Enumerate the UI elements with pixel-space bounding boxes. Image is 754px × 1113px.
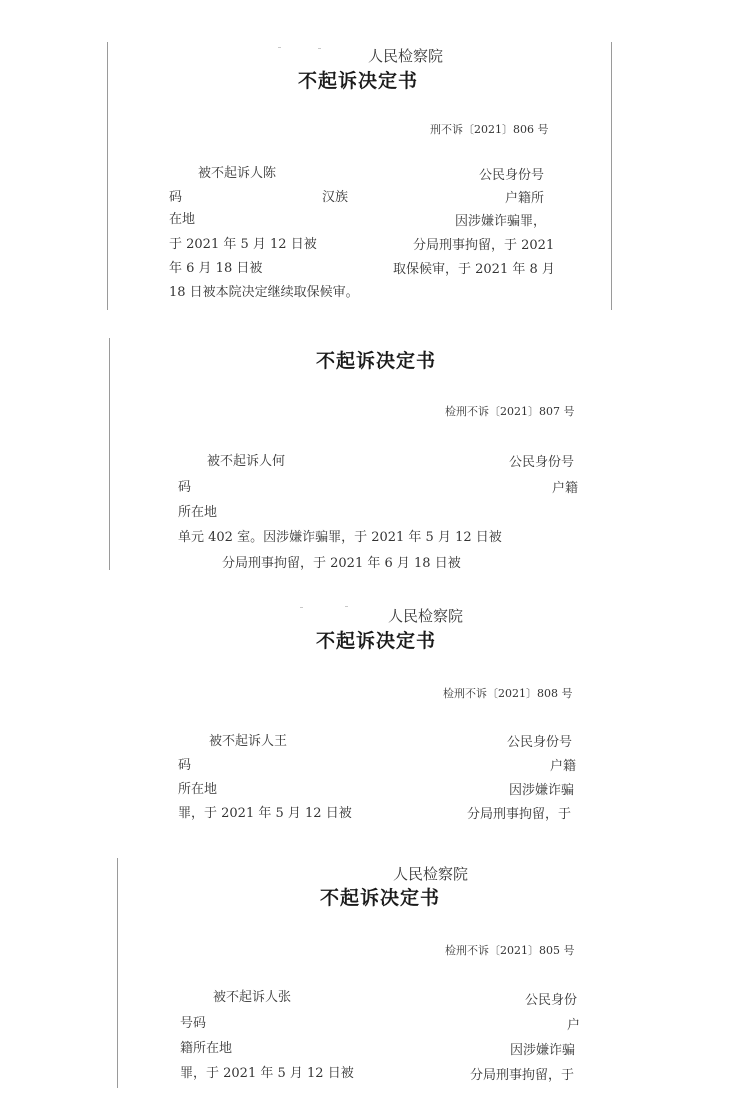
scan-edge-left [107, 42, 108, 310]
scan-speck [318, 48, 321, 49]
body-line-right: 分局刑事拘留，于 [467, 807, 572, 822]
body-line-left: 于 2021 年 5 月 12 日被 [169, 237, 317, 252]
body-line-left: 18 日被本院决定继续取保候审。 [169, 285, 359, 300]
scan-edge-right [611, 42, 612, 310]
document-title: 不起诉决定书 [316, 350, 437, 372]
body-line-left: 罪，于 2021 年 5 月 12 日被 [178, 806, 352, 821]
case-number: 检刑不诉〔2021〕807 号 [445, 405, 575, 418]
scan-speck [345, 606, 348, 607]
procuratorate-name: 人民检察院 [368, 47, 444, 65]
procuratorate-name: 人民检察院 [388, 607, 464, 625]
body-line-right: 因涉嫌诈骗 [509, 783, 575, 798]
body-line-left: 码 [169, 190, 183, 205]
scan-edge-left [117, 858, 118, 1088]
body-line-right: 公民身份 [525, 993, 578, 1008]
body-line-mid: 汉族 [322, 190, 349, 205]
case-number: 检刑不诉〔2021〕805 号 [445, 944, 575, 957]
body-line-right: 公民身份号 [509, 455, 575, 470]
document-title: 不起诉决定书 [320, 887, 441, 909]
body-line-left: 罪，于 2021 年 5 月 12 日被 [180, 1066, 354, 1081]
body-line-left: 被不起诉人王 [209, 734, 288, 749]
body-line-left: 所在地 [178, 782, 218, 797]
body-line-right: 公民身份号 [479, 168, 545, 183]
body-line-left: 号码 [180, 1016, 207, 1031]
body-line-left: 籍所在地 [180, 1041, 233, 1056]
body-line-left: 分局刑事拘留，于 2021 年 6 月 18 日被 [222, 556, 461, 571]
scan-edge-left [109, 338, 110, 570]
body-line-right: 户籍所 [505, 191, 545, 206]
case-number: 检刑不诉〔2021〕808 号 [443, 687, 573, 700]
body-line-right: 因涉嫌诈骗 [510, 1043, 576, 1058]
body-line-right: 户 [567, 1018, 581, 1033]
body-line-left: 所在地 [178, 505, 218, 520]
body-line-left: 被不起诉人张 [213, 990, 292, 1005]
body-line-left: 码 [178, 758, 192, 773]
case-number: 刑不诉〔2021〕806 号 [430, 123, 549, 136]
body-line-left: 单元 402 室。因涉嫌诈骗罪，于 2021 年 5 月 12 日被 [178, 530, 502, 545]
body-line-right: 户籍 [550, 759, 577, 774]
body-line-right: 户籍 [552, 481, 579, 496]
body-line-right: 公民身份号 [507, 735, 573, 750]
body-line-right: 因涉嫌诈骗罪， [455, 214, 547, 229]
body-line-left: 码 [178, 480, 192, 495]
body-line-left: 在地 [169, 212, 196, 227]
document-title: 不起诉决定书 [316, 630, 437, 652]
document-title: 不起诉决定书 [298, 70, 419, 92]
scan-speck [278, 47, 281, 48]
procuratorate-name: 人民检察院 [393, 865, 469, 883]
body-line-right: 取保候审，于 2021 年 8 月 [393, 262, 555, 277]
body-line-right: 分局刑事拘留，于 2021 [413, 238, 555, 253]
body-line-left: 年 6 月 18 日被 [169, 261, 263, 276]
body-line-left: 被不起诉人何 [207, 454, 286, 469]
body-line-left: 被不起诉人陈 [198, 166, 277, 181]
body-line-right: 分局刑事拘留，于 [470, 1068, 575, 1083]
scan-speck [300, 607, 303, 608]
